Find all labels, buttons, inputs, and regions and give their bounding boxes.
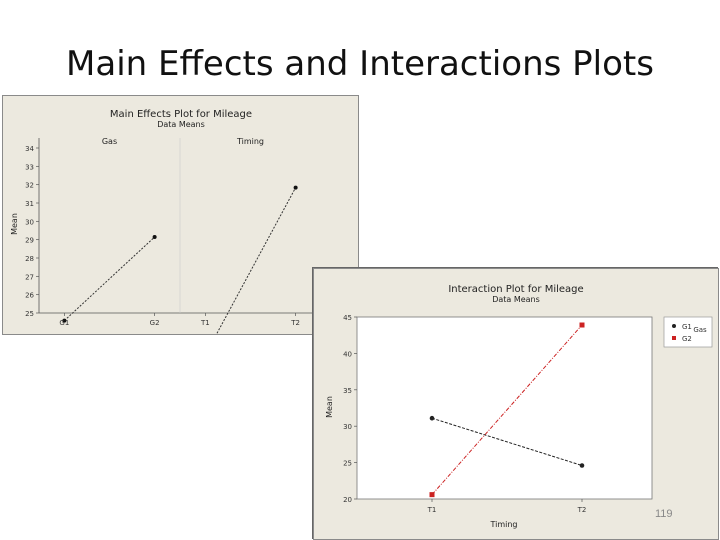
slide-title: Main Effects and Interactions Plots	[66, 44, 654, 84]
main-effects-x-tick-label: G2	[149, 319, 160, 327]
main-effects-plot	[2, 95, 359, 335]
interaction-y-tick-label: 20	[343, 496, 352, 504]
interaction-x-tick-label: T1	[427, 506, 437, 514]
interaction-plot	[313, 268, 719, 540]
main-effects-y-tick-label: 30	[25, 218, 34, 227]
main-effects-point	[153, 235, 157, 239]
interaction-y-tick-label: 40	[343, 350, 352, 359]
interaction-xlabel: Timing	[490, 520, 518, 529]
interaction-point	[430, 492, 435, 497]
interaction-plot-area	[343, 314, 652, 514]
interaction-legend	[664, 317, 712, 347]
interaction-point	[430, 416, 435, 421]
interaction-legend-label: G1	[682, 323, 692, 331]
main-effects-svg	[3, 96, 358, 334]
interaction-legend-title: Gas	[693, 326, 707, 334]
interaction-y-tick-label: 30	[343, 423, 352, 432]
interaction-point	[580, 463, 585, 468]
main-effects-y-tick-label: 26	[25, 291, 34, 300]
interaction-x-tick-label: T2	[577, 506, 587, 514]
interaction-plot-frame	[357, 317, 652, 499]
interaction-legend-label: G2	[682, 335, 692, 343]
interaction-ylabel: Mean	[325, 396, 334, 418]
main-effects-y-tick-label: 33	[25, 163, 34, 172]
page-number: 119	[655, 508, 673, 520]
main-effects-y-tick-label: 31	[25, 200, 34, 208]
main-effects-line	[64, 237, 154, 321]
main-effects-y-tick-label: 32	[25, 181, 34, 190]
main-effects-x-tick-label: T2	[291, 319, 300, 327]
interaction-y-tick-label: 25	[343, 459, 352, 468]
interaction-point	[580, 323, 585, 328]
main-effects-title: Main Effects Plot for Mileage	[109, 109, 253, 120]
main-effects-subtitle: Data Means	[157, 120, 205, 129]
main-effects-ylabel: Mean	[10, 213, 19, 235]
main-effects-y-tick-label: 27	[25, 273, 34, 282]
interaction-legend-marker	[672, 336, 676, 340]
main-effects-point	[294, 186, 298, 190]
interaction-subtitle: Data Means	[492, 295, 540, 304]
main-effects-panel-label: Gas	[101, 137, 118, 146]
main-effects-y-tick-label: 29	[25, 236, 34, 245]
interaction-svg	[314, 269, 718, 539]
main-effects-y-tick-label: 34	[25, 145, 34, 153]
interaction-y-tick-label: 45	[343, 314, 352, 322]
main-effects-x-tick-label: T1	[201, 319, 210, 327]
interaction-legend-marker	[672, 324, 676, 328]
main-effects-y-tick-label: 25	[25, 310, 34, 318]
interaction-y-tick-label: 35	[343, 386, 352, 395]
main-effects-x-tick-label: G1	[59, 319, 70, 327]
main-effects-y-tick-label: 28	[25, 255, 34, 263]
main-effects-panel-label: Timing	[236, 137, 265, 146]
interaction-title: Interaction Plot for Mileage	[448, 284, 584, 295]
main-effects-line	[205, 188, 295, 334]
main-effects-plot-area	[25, 137, 321, 334]
